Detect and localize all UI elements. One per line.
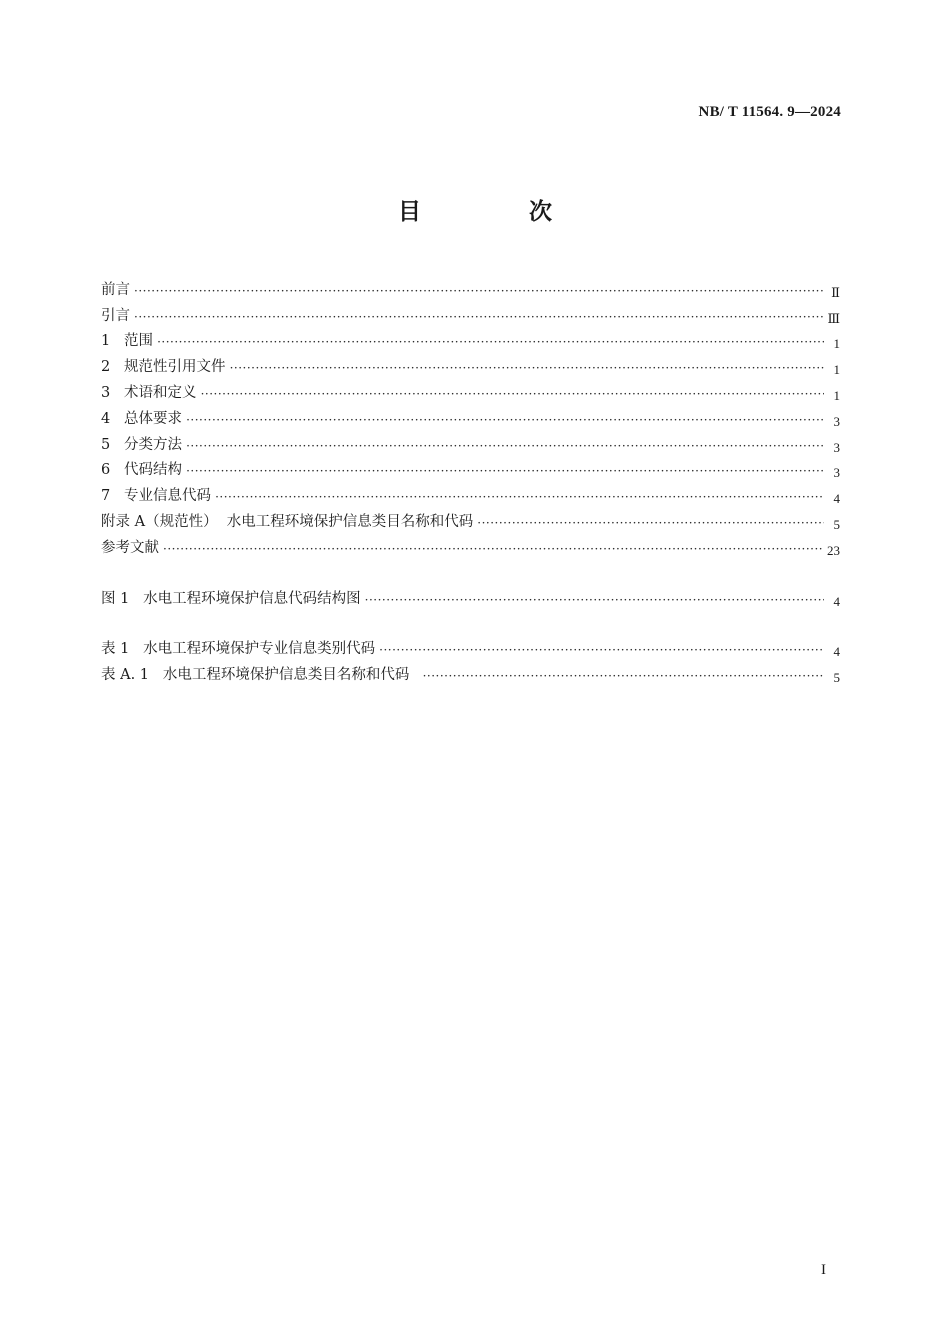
toc-entry-normative-references[interactable] <box>101 351 840 377</box>
table-entry-page: 4 <box>833 643 840 659</box>
page-number: I <box>821 1262 826 1278</box>
toc-entry-introduction[interactable] <box>101 300 840 326</box>
toc-leader-dots <box>201 385 824 403</box>
toc-entry-label: 1 范围 <box>101 333 154 350</box>
toc-entry-label: 前言 <box>101 281 130 298</box>
table-entry-label: 表 A. 1 水电工程环境保护信息类目名称和代码 <box>101 666 419 683</box>
toc-entry-label: 6 代码结构 <box>101 462 183 479</box>
toc-entry-page: 3 <box>833 465 840 481</box>
toc-leader-dots <box>423 667 824 685</box>
toc-entry-classification-method[interactable] <box>101 429 840 455</box>
toc-entry-page: 5 <box>833 516 840 532</box>
toc-entry-page: 3 <box>833 413 840 429</box>
toc-entry-terms-definitions[interactable] <box>101 377 840 403</box>
toc-entry-page: 1 <box>833 362 840 378</box>
toc-entry-label: 5 分类方法 <box>101 436 183 453</box>
toc-entry-bibliography[interactable] <box>101 532 840 558</box>
figure-entry-label: 图 1 水电工程环境保护信息代码结构图 <box>101 590 361 607</box>
toc-leader-dots <box>379 641 824 659</box>
toc-entry-page: Ⅱ <box>831 284 840 300</box>
standard-code: NB/ T 11564. 9—2024 <box>698 104 841 120</box>
toc-entry-page: 1 <box>833 336 840 352</box>
toc-entry-page: 3 <box>833 439 840 455</box>
toc-title: 目 次 <box>397 199 602 225</box>
table-entry-label: 表 1 水电工程环境保护专业信息类别代码 <box>101 640 376 657</box>
toc-leader-dots <box>163 540 823 558</box>
toc-leader-dots <box>186 462 824 480</box>
toc-entry-label: 附录 A（规范性） 水电工程环境保护信息类目名称和代码 <box>101 513 474 530</box>
figure-list <box>101 583 840 609</box>
table-entry-a1[interactable] <box>101 659 840 685</box>
table-list <box>101 633 840 685</box>
toc-entry-page: 23 <box>827 542 840 558</box>
toc-leader-dots <box>186 411 824 429</box>
toc-entry-label: 4 总体要求 <box>101 410 183 427</box>
toc-entry-code-structure[interactable] <box>101 455 840 481</box>
toc-leader-dots <box>157 333 824 351</box>
toc-entry-scope[interactable] <box>101 326 840 352</box>
toc-entry-annex-a[interactable] <box>101 506 840 532</box>
figure-entry-page: 4 <box>833 593 840 609</box>
toc-leader-dots <box>230 359 824 377</box>
toc-entry-page: 4 <box>833 491 840 507</box>
toc-entry-page: Ⅲ <box>827 310 840 326</box>
toc-entry-label: 2 规范性引用文件 <box>101 359 226 376</box>
toc-leader-dots <box>215 488 824 506</box>
table-entry-page: 5 <box>833 669 840 685</box>
toc-leader-dots <box>134 282 824 300</box>
toc-entry-label: 7 专业信息代码 <box>101 488 212 505</box>
figure-entry-1[interactable] <box>101 583 840 609</box>
toc-list <box>101 274 840 558</box>
toc-leader-dots <box>134 308 823 326</box>
toc-entry-label: 参考文献 <box>101 539 159 556</box>
toc-entry-label: 3 术语和定义 <box>101 384 197 401</box>
toc-leader-dots <box>186 437 824 455</box>
toc-entry-page: 1 <box>833 387 840 403</box>
toc-entry-general-requirements[interactable] <box>101 403 840 429</box>
table-entry-1[interactable] <box>101 633 840 659</box>
toc-entry-foreword[interactable] <box>101 274 840 300</box>
toc-leader-dots <box>477 514 824 532</box>
toc-leader-dots <box>365 591 824 609</box>
toc-entry-label: 引言 <box>101 307 130 324</box>
toc-entry-professional-code[interactable] <box>101 480 840 506</box>
